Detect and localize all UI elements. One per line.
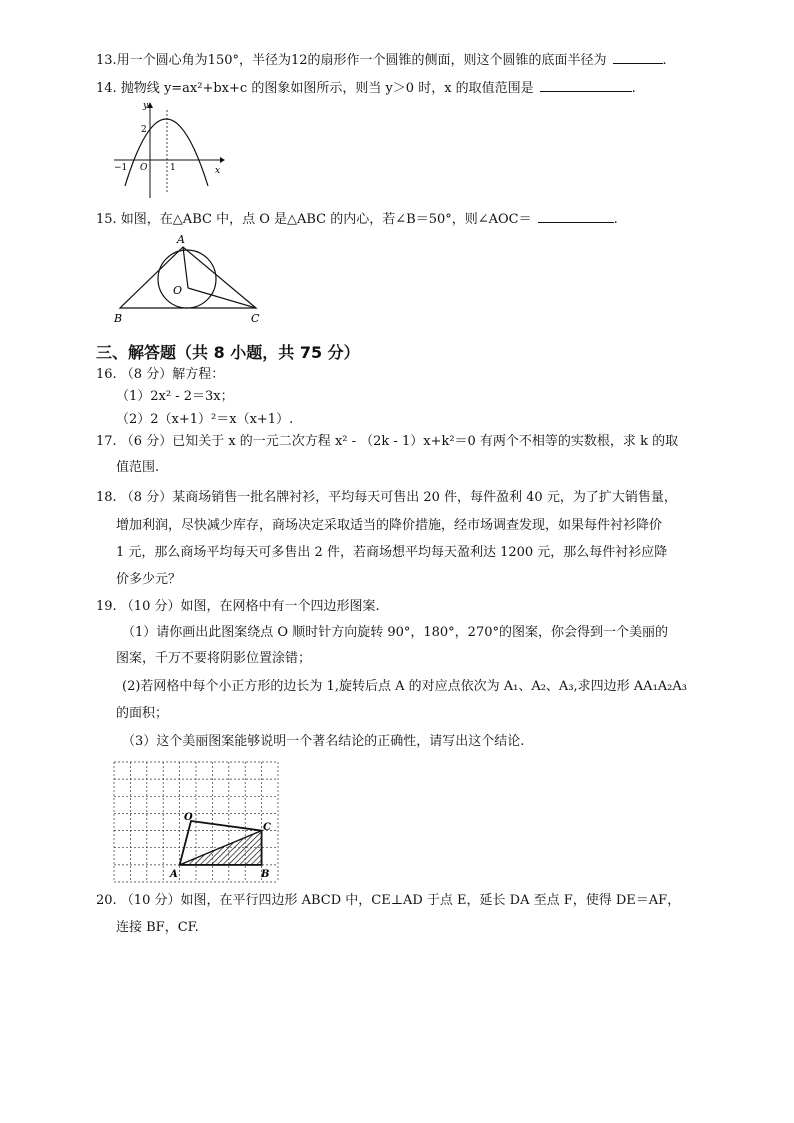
q19-grid-figure — [112, 760, 280, 884]
section-3-title: 三、解答题（共 8 小题，共 75 分） — [96, 343, 360, 362]
q14-text: 14. 抛物线 y=ax²+bx+c 的图象如图所示，则当 y＞0 时，x 的取值范围是 — [96, 81, 534, 96]
q18-line-4: 价多少元？ — [116, 572, 182, 587]
point-label-o: O — [173, 284, 183, 297]
q17-line-1: 17. （6 分）已知关于 x 的一元二次方程 x² - （2k - 1）x+k²＝0 有两个不相等的实数根，求 k 的取 — [96, 434, 679, 449]
q20-line-1: 20. （10 分）如图，在平行四边形 ABCD 中，CE⊥AD 于点 E，延长 DA 至点 F，使得 DE＝AF， — [96, 893, 681, 908]
tick-label-2: 2 — [141, 125, 147, 135]
q17-line-2: 值范围. — [116, 460, 160, 475]
triangle-abc — [120, 247, 256, 308]
vertex-label-b: B — [114, 312, 123, 325]
q15-answer-blank[interactable] — [538, 209, 614, 223]
q16-stem: 16. （8 分）解方程： — [96, 367, 225, 382]
q16-part-1: （1）2x² - 2＝3x； — [116, 389, 234, 404]
x-axis-label: x — [215, 166, 221, 176]
question-15 — [96, 209, 618, 229]
q13-end: . — [662, 53, 667, 68]
q14-end: . — [631, 81, 636, 96]
q19-part-1a: （1）请你画出此图案绕点 O 顺时针方向旋转 90°，180°，270°的图案，你会得到一个美丽的 — [122, 625, 668, 640]
segment-oc — [188, 288, 256, 308]
q18-line-2: 增加利润，尽快减少库存，商场决定采取适当的降价措施，经市场调查发现，如果每件衬衫降价 — [116, 518, 663, 533]
q20-line-2: 连接 BF，CF. — [116, 920, 199, 935]
q18-line-1: 18. （8 分）某商场销售一批名牌衬衫，平均每天可售出 20 件，每件盈利 40 元，为了扩大销售量， — [96, 490, 677, 505]
q16-part-2: （2）2（x+1）²＝x（x+1）. — [116, 412, 294, 427]
q14-answer-blank[interactable] — [540, 78, 632, 92]
y-axis-label: y — [143, 101, 149, 111]
q13-answer-blank[interactable] — [613, 50, 663, 64]
vertex-label-c: C — [251, 312, 260, 325]
q15-text: 15. 如图，在△ABC 中，点 O 是△ABC 的内心，若∠B＝50°，则∠AOC＝ — [96, 212, 532, 227]
q19-part-2a: (2)若网格中每个小正方形的边长为 1,旋转后点 A 的对应点依次为 A₁、A₂、A₃,求四边形 AA₁A₂A₃ — [122, 679, 687, 694]
segment-ao — [183, 247, 188, 288]
point-label-b: B — [261, 869, 270, 880]
question-14 — [96, 78, 636, 98]
q14-parabola-figure — [112, 98, 227, 200]
q15-triangle-figure — [108, 232, 268, 326]
q18-line-3: 1 元，那么商场平均每天可多售出 2 件，若商场想平均每天盈利达 1200 元，那么每件衬衫应降 — [116, 545, 668, 560]
point-label-a: A — [170, 869, 178, 880]
question-13 — [96, 50, 667, 70]
x-axis-arrow — [220, 157, 225, 163]
q13-text: 13.用一个圆心角为150°，半径为12的扇形作一个圆锥的侧面，则这个圆锥的底面半径为 — [96, 53, 607, 68]
q19-stem: 19. （10 分）如图，在网格中有一个四边形图案. — [96, 599, 380, 614]
origin-label: O — [140, 163, 148, 173]
tick-label-neg1: −1 — [114, 163, 128, 173]
parabola-curve — [125, 119, 208, 186]
q15-end: . — [613, 212, 618, 227]
point-label-o: O — [184, 812, 193, 823]
q19-part-2b: 的面积； — [116, 706, 169, 721]
tick-label-1: 1 — [170, 163, 176, 173]
point-label-c: C — [263, 822, 271, 833]
q19-part-3: （3）这个美丽图案能够说明一个著名结论的正确性，请写出这个结论. — [122, 734, 525, 749]
vertex-label-a: A — [177, 233, 185, 246]
q19-part-1b: 图案，千万不要将阴影位置涂错； — [116, 651, 312, 666]
